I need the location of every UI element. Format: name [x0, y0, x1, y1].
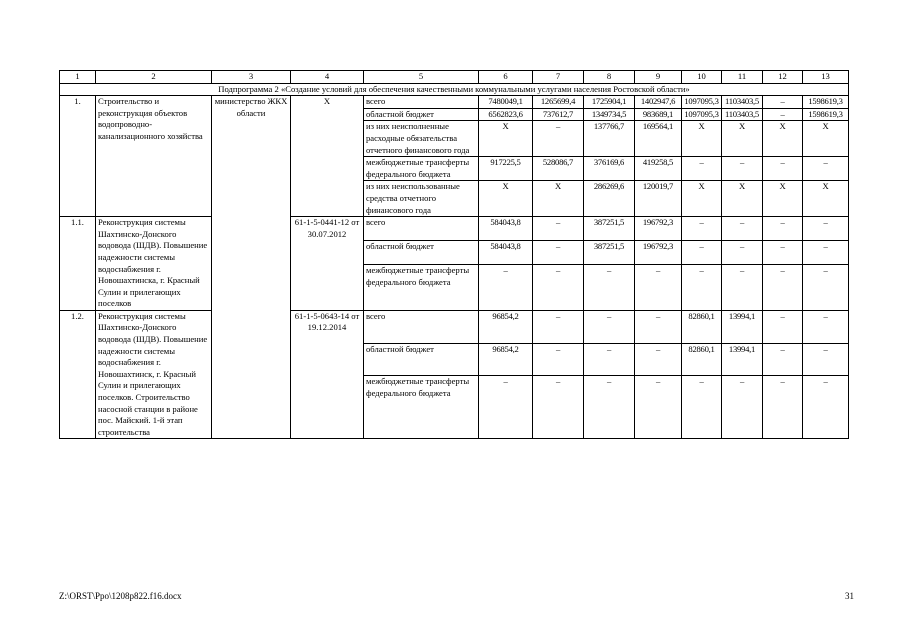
value-cell: –: [803, 310, 849, 343]
value-cell: –: [763, 157, 803, 181]
funding-source: областной бюджет: [364, 241, 479, 265]
value-cell: –: [763, 241, 803, 265]
value-cell: –: [763, 108, 803, 121]
value-cell: –: [479, 264, 533, 310]
value-cell: 1598619,3: [803, 108, 849, 121]
value-cell: 1349734,5: [584, 108, 635, 121]
value-cell: Х: [803, 121, 849, 157]
item-name: Реконструкция системы Шахтинско-Донского водовода (ШДВ). Повышение надежности системы водоснабжения г. Новошахтинска, г. Красный Сулин и прилегающих поселков: [96, 217, 212, 311]
value-cell: –: [722, 264, 763, 310]
item-number: 1.: [60, 96, 96, 217]
value-cell: 1725904,1: [584, 96, 635, 109]
value-cell: Х: [722, 121, 763, 157]
funding-source: межбюджетные трансферты федерального бюджета: [364, 376, 479, 439]
value-cell: 96854,2: [479, 343, 533, 376]
value-cell: –: [763, 376, 803, 439]
value-cell: –: [635, 310, 682, 343]
value-cell: –: [533, 241, 584, 265]
funding-source: всего: [364, 310, 479, 343]
value-cell: 13994,1: [722, 310, 763, 343]
value-cell: 419258,5: [635, 157, 682, 181]
table-row: [60, 96, 849, 109]
value-cell: Х: [533, 181, 584, 217]
value-cell: –: [722, 157, 763, 181]
value-cell: –: [584, 264, 635, 310]
value-cell: –: [682, 157, 722, 181]
value-cell: Х: [763, 181, 803, 217]
value-cell: Х: [763, 121, 803, 157]
value-cell: 13994,1: [722, 343, 763, 376]
value-cell: –: [763, 310, 803, 343]
value-cell: –: [479, 376, 533, 439]
value-cell: 376169,6: [584, 157, 635, 181]
column-number-header: 3: [212, 71, 291, 84]
funding-source: межбюджетные трансферты федерального бюджета: [364, 264, 479, 310]
value-cell: Х: [682, 181, 722, 217]
funding-source: из них неиспользованные средства отчетного финансового года: [364, 181, 479, 217]
column-number-header: 8: [584, 71, 635, 84]
value-cell: –: [722, 376, 763, 439]
footer-file-path: Z:\ORST\Ppo\1208p822.f16.docx: [59, 591, 182, 601]
item-name: Строительство и реконструкция объектов водопроводно-канализационного хозяйства: [96, 96, 212, 217]
value-cell: Х: [803, 181, 849, 217]
value-cell: 286269,6: [584, 181, 635, 217]
value-cell: 96854,2: [479, 310, 533, 343]
funding-source: всего: [364, 96, 479, 109]
value-cell: –: [803, 217, 849, 241]
column-number-header: 7: [533, 71, 584, 84]
value-cell: –: [584, 310, 635, 343]
item-number: 1.2.: [60, 310, 96, 439]
header-row: [60, 71, 849, 84]
value-cell: Х: [479, 181, 533, 217]
column-number-header: 4: [291, 71, 364, 84]
value-cell: –: [533, 343, 584, 376]
value-cell: –: [635, 343, 682, 376]
value-cell: –: [533, 310, 584, 343]
item-executor: министерство ЖКХ области: [212, 96, 291, 439]
value-cell: 1402947,6: [635, 96, 682, 109]
value-cell: –: [584, 376, 635, 439]
value-cell: 917225,5: [479, 157, 533, 181]
value-cell: –: [803, 241, 849, 265]
column-number-header: 12: [763, 71, 803, 84]
column-number-header: 1: [60, 71, 96, 84]
value-cell: –: [722, 217, 763, 241]
column-number-header: 5: [364, 71, 479, 84]
value-cell: 528086,7: [533, 157, 584, 181]
table-row: [60, 310, 849, 343]
value-cell: 82860,1: [682, 343, 722, 376]
value-cell: 1598619,3: [803, 96, 849, 109]
subprogram-row: [60, 83, 849, 96]
value-cell: –: [533, 217, 584, 241]
value-cell: 983689,1: [635, 108, 682, 121]
value-cell: Х: [479, 121, 533, 157]
value-cell: –: [635, 376, 682, 439]
value-cell: –: [803, 376, 849, 439]
item-number: 1.1.: [60, 217, 96, 311]
value-cell: –: [533, 264, 584, 310]
value-cell: 584043,8: [479, 241, 533, 265]
value-cell: 6562823,6: [479, 108, 533, 121]
funding-source: из них неисполненные расходные обязательства отчетного финансового года: [364, 121, 479, 157]
value-cell: –: [763, 264, 803, 310]
value-cell: –: [803, 343, 849, 376]
item-code: Х: [291, 96, 364, 217]
table-row: [60, 217, 849, 241]
column-number-header: 9: [635, 71, 682, 84]
funding-source: всего: [364, 217, 479, 241]
value-cell: 387251,5: [584, 217, 635, 241]
column-number-header: 10: [682, 71, 722, 84]
item-code: 61-1-5-0441-12 от 30.07.2012: [291, 217, 364, 311]
value-cell: 7480049,1: [479, 96, 533, 109]
value-cell: –: [682, 264, 722, 310]
value-cell: 196792,3: [635, 241, 682, 265]
value-cell: –: [763, 343, 803, 376]
value-cell: 1097095,3: [682, 96, 722, 109]
value-cell: –: [682, 217, 722, 241]
funding-source: областной бюджет: [364, 108, 479, 121]
value-cell: –: [803, 157, 849, 181]
item-code: 61-1-5-0643-14 от 19.12.2014: [291, 310, 364, 439]
value-cell: –: [763, 96, 803, 109]
budget-table: [59, 70, 849, 439]
column-number-header: 2: [96, 71, 212, 84]
value-cell: 169564,1: [635, 121, 682, 157]
value-cell: –: [584, 343, 635, 376]
value-cell: 1103403,5: [722, 108, 763, 121]
value-cell: 584043,8: [479, 217, 533, 241]
value-cell: 1103403,5: [722, 96, 763, 109]
value-cell: –: [722, 241, 763, 265]
column-number-header: 6: [479, 71, 533, 84]
value-cell: Х: [722, 181, 763, 217]
value-cell: Х: [682, 121, 722, 157]
value-cell: 1265699,4: [533, 96, 584, 109]
value-cell: –: [682, 376, 722, 439]
funding-source: межбюджетные трансферты федерального бюджета: [364, 157, 479, 181]
page-number: 31: [845, 591, 854, 601]
item-name: Реконструкция системы Шахтинско-Донского водовода (ШДВ). Повышение надежности системы водоснабжения г. Новошахтинск, г. Красный Сулин и прилегающих поселков. Строительство насосной станции в районе пос. Майский. 1-й этап строительства: [96, 310, 212, 439]
subprogram-title: Подпрограмма 2 «Создание условий для обеспечения качественными коммунальными услугами населения Ростовской области»: [60, 83, 849, 96]
value-cell: –: [533, 376, 584, 439]
value-cell: –: [635, 264, 682, 310]
column-number-header: 11: [722, 71, 763, 84]
value-cell: 120019,7: [635, 181, 682, 217]
value-cell: 137766,7: [584, 121, 635, 157]
value-cell: 387251,5: [584, 241, 635, 265]
value-cell: –: [682, 241, 722, 265]
value-cell: –: [803, 264, 849, 310]
value-cell: 82860,1: [682, 310, 722, 343]
column-number-header: 13: [803, 71, 849, 84]
value-cell: 196792,3: [635, 217, 682, 241]
value-cell: 737612,7: [533, 108, 584, 121]
funding-source: областной бюджет: [364, 343, 479, 376]
value-cell: –: [763, 217, 803, 241]
value-cell: –: [533, 121, 584, 157]
value-cell: 1097095,3: [682, 108, 722, 121]
